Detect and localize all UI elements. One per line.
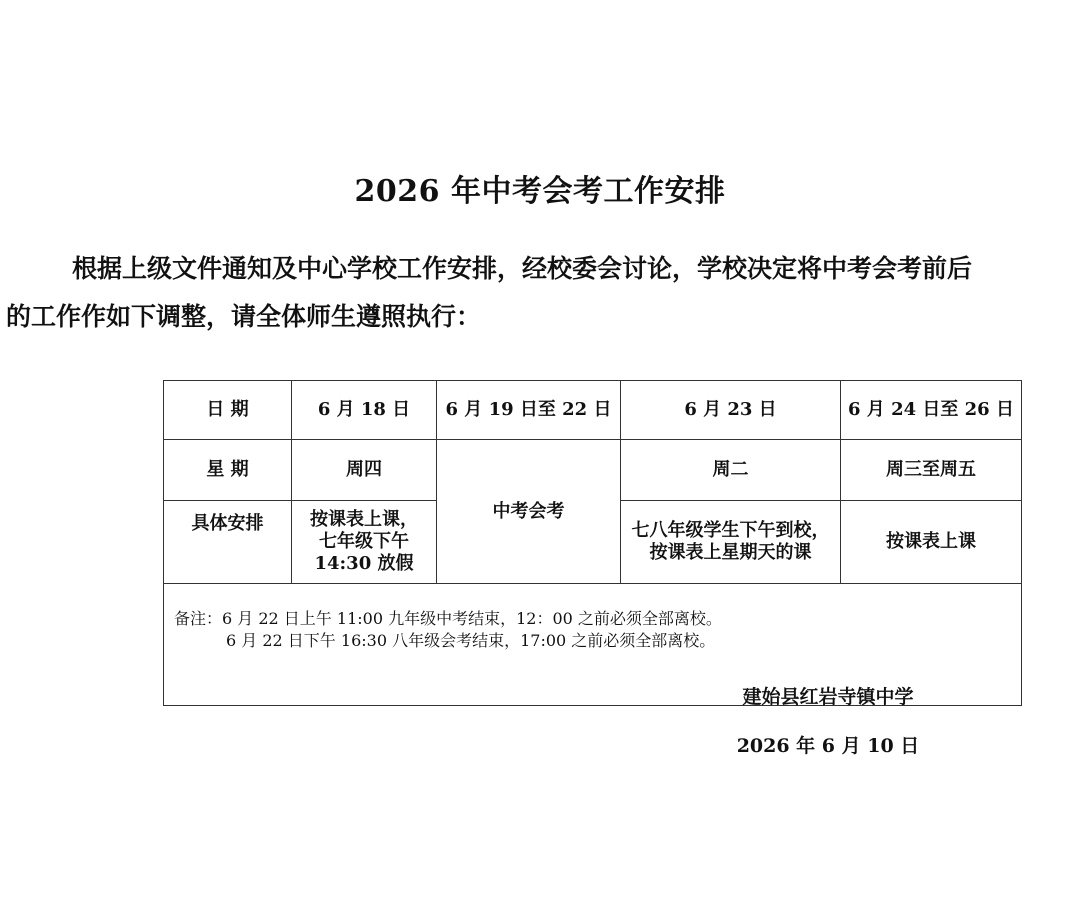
weekday-cell-june-23: 周二 xyxy=(621,440,841,501)
note-line-1: 备注：6 月 22 日上午 11:00 九年级中考结束，12：00 之前必须全部离校。 xyxy=(174,609,722,628)
intro-paragraph-line-1: 根据上级文件通知及中心学校工作安排，经校委会讨论，学校决定将中考会考前后 xyxy=(72,254,973,283)
arrangement-cell-june-18 xyxy=(292,501,437,584)
row-label-arrangement: 具体安排 xyxy=(164,501,292,584)
row-label-date: 日 期 xyxy=(164,381,292,440)
note-line-2: 6 月 22 日下午 16:30 八年级会考结束，17:00 之前必须全部离校。 xyxy=(226,631,716,650)
date-cell-june-18: 6 月 18 日 xyxy=(292,381,437,440)
date-cell-june-23: 6 月 23 日 xyxy=(621,381,841,440)
merged-exam-cell: 中考会考 xyxy=(437,440,621,584)
signature-school: 建始县红岩寺镇中学 xyxy=(742,686,914,708)
row-label-weekday: 星 期 xyxy=(164,440,292,501)
arrangement-june-23-line-2: 按课表上星期天的课 xyxy=(649,542,812,563)
document-title: 2026 年中考会考工作安排 xyxy=(354,174,726,209)
arrangement-cell-june-23 xyxy=(621,501,841,584)
weekday-cell-june-18: 周四 xyxy=(292,440,437,501)
schedule-table xyxy=(163,380,1022,706)
arrangement-cell-june-24-26: 按课表上课 xyxy=(841,501,1022,584)
table-row-weekday xyxy=(164,440,1022,501)
date-cell-june-19-22: 6 月 19 日至 22 日 xyxy=(437,381,621,440)
arrangement-june-18-line-3: 14:30 放假 xyxy=(314,553,414,574)
arrangement-june-18-line-2: 七年级下午 xyxy=(319,531,409,552)
table-row-date xyxy=(164,381,1022,440)
date-cell-june-24-26: 6 月 24 日至 26 日 xyxy=(841,381,1022,440)
arrangement-june-23-line-1: 七八年级学生下午到校， xyxy=(631,520,830,541)
intro-paragraph-line-2: 的工作作如下调整，请全体师生遵照执行： xyxy=(6,302,482,331)
signature-date: 2026 年 6 月 10 日 xyxy=(736,735,920,757)
arrangement-june-18-line-1: 按课表上课， xyxy=(310,509,418,530)
weekday-cell-june-24-26: 周三至周五 xyxy=(841,440,1022,501)
